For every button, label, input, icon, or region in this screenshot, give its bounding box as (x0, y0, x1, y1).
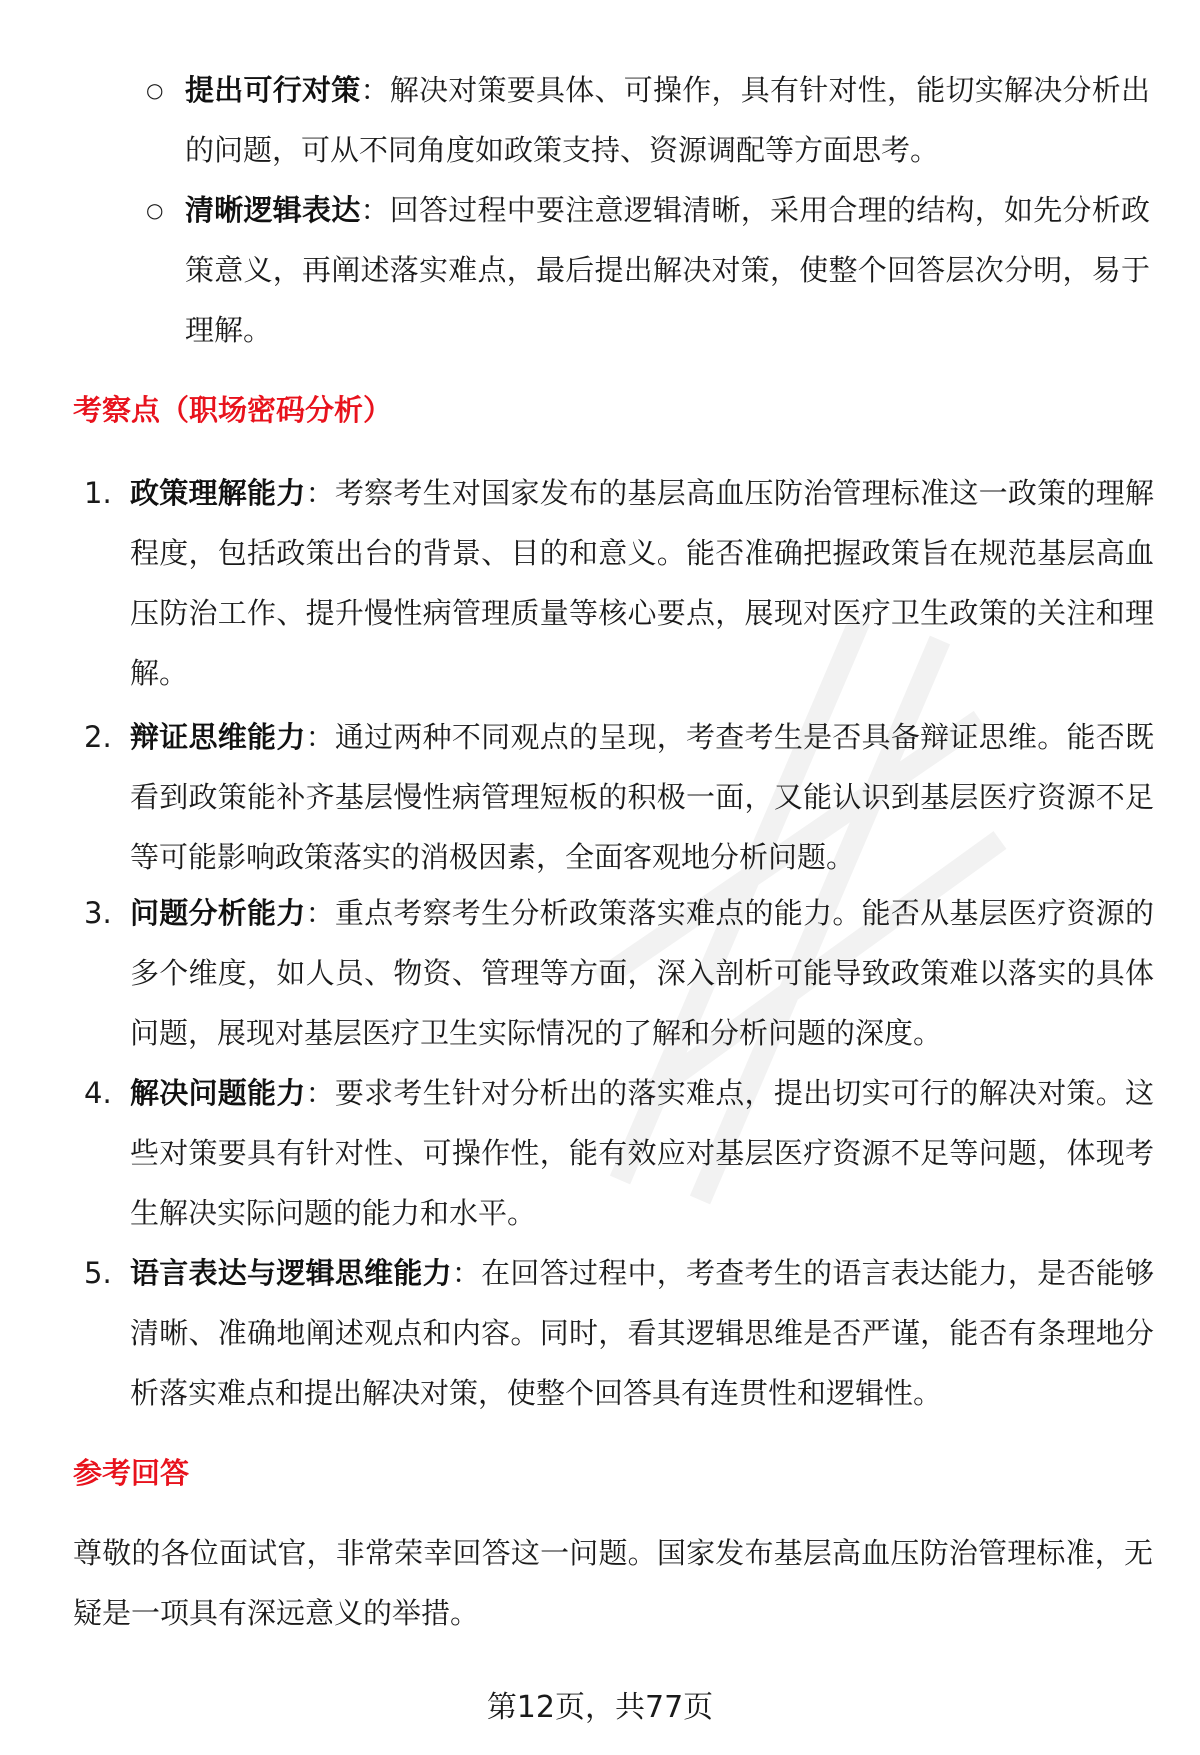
bullet-title: 清晰逻辑表达 (185, 193, 361, 227)
list-item (84, 463, 1154, 703)
list-number: 1. (84, 476, 112, 510)
item-text: ：在回答过程中，考查考生的语言表达能力，是否能够清晰、准确地阐述观点和内容。同时，看其逻辑思维是否严谨，能否有条理地分析落实难点和提出解决对策，使整个回答具有连贯性和逻辑性。 (130, 1256, 1154, 1410)
bullet-item (146, 60, 1150, 180)
item-title: 问题分析能力 (130, 896, 306, 930)
item-title: 语言表达与逻辑思维能力 (130, 1256, 452, 1290)
list-number: 4. (84, 1076, 112, 1110)
item-text: ：通过两种不同观点的呈现，考查考生是否具备辩证思维。能否既看到政策能补齐基层慢性病管理短板的积极一面，又能认识到基层医疗资源不足等可能影响政策落实的消极因素，全面客观地分析问题。 (130, 720, 1154, 874)
bullet-text: ：回答过程中要注意逻辑清晰，采用合理的结构，如先分析政策意义，再阐述落实难点，最后提出解决对策，使整个回答层次分明，易于理解。 (185, 193, 1150, 347)
list-item (84, 1243, 1154, 1423)
bullet-title: 提出可行对策 (185, 73, 361, 107)
answer-paragraph: 尊敬的各位面试官，非常荣幸回答这一问题。国家发布基层高血压防治管理标准，无疑是一项具有深远意义的举措。 (73, 1536, 1153, 1630)
item-title: 政策理解能力 (130, 476, 306, 510)
page-number: 第12页，共77页 (486, 1690, 714, 1725)
list-item (84, 1063, 1154, 1243)
item-text: ：重点考察考生分析政策落实难点的能力。能否从基层医疗资源的多个维度，如人员、物资、管理等方面，深入剖析可能导致政策难以落实的具体问题，展现对基层医疗卫生实际情况的了解和分析问题的深度。 (130, 896, 1154, 1050)
item-text: ：考察考生对国家发布的基层高血压防治管理标准这一政策的理解程度，包括政策出台的背景、目的和意义。能否准确把握政策旨在规范基层高血压防治工作、提升慢性病管理质量等核心要点，展现对医疗卫生政策的关注和理解。 (130, 476, 1154, 690)
hollow-circle-bullet-icon: ○ (146, 198, 164, 222)
list-item (84, 883, 1154, 1063)
list-number: 3. (84, 896, 112, 930)
list-number: 2. (84, 720, 112, 754)
section-heading: 考察点（职场密码分析） (73, 393, 393, 427)
item-title: 解决问题能力 (130, 1076, 306, 1110)
item-title: 辩证思维能力 (130, 720, 306, 754)
list-number: 5. (84, 1256, 112, 1290)
hollow-circle-bullet-icon: ○ (146, 78, 164, 102)
bullet-text: ：解决对策要具体、可操作，具有针对性，能切实解决分析出的问题，可从不同角度如政策支持、资源调配等方面思考。 (185, 73, 1150, 167)
item-text: ：要求考生针对分析出的落实难点，提出切实可行的解决对策。这些对策要具有针对性、可操作性，能有效应对基层医疗资源不足等问题，体现考生解决实际问题的能力和水平。 (130, 1076, 1154, 1230)
section-heading: 参考回答 (73, 1456, 190, 1490)
bullet-item (146, 180, 1150, 360)
list-item (84, 707, 1154, 887)
